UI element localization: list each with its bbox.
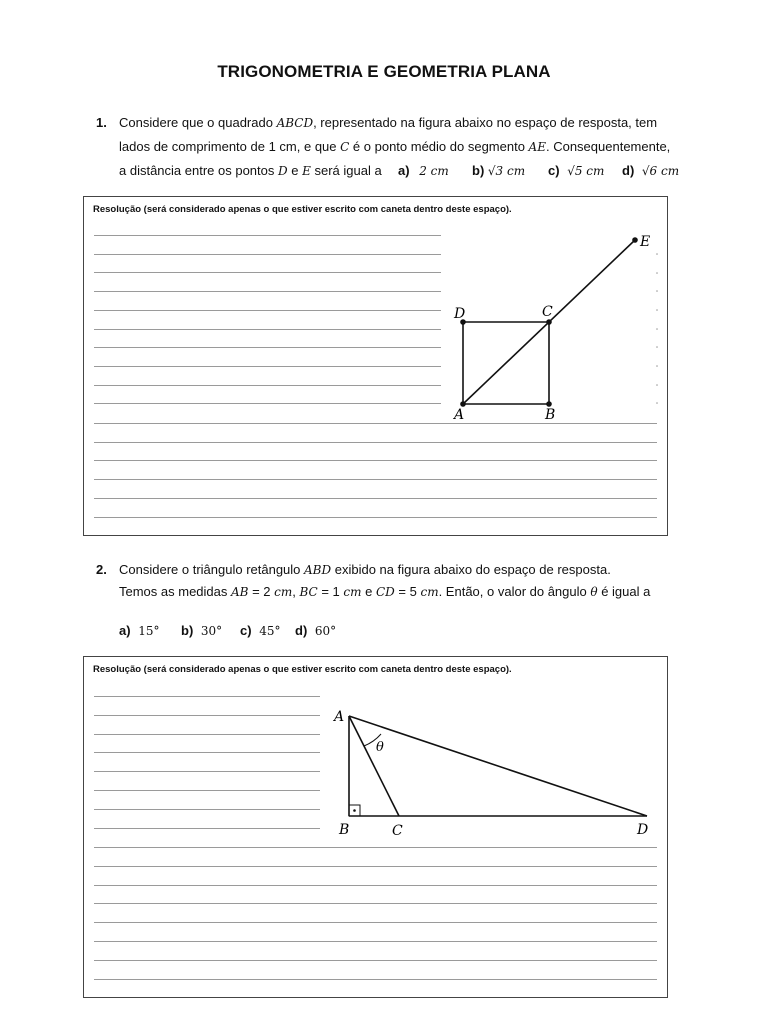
option-letter: c) bbox=[240, 623, 252, 638]
option-value: √3 cm bbox=[487, 164, 526, 178]
option-letter: c) bbox=[548, 163, 560, 178]
label-theta: θ bbox=[376, 740, 384, 755]
q2-figure bbox=[84, 657, 669, 999]
q2-text: = 2 bbox=[248, 584, 275, 599]
question-2-number: 2. bbox=[96, 562, 107, 577]
q2-option-d[interactable] bbox=[295, 623, 336, 638]
label-a: A bbox=[454, 407, 465, 423]
q2-math-theta: θ bbox=[590, 585, 598, 599]
q2-text: = 5 bbox=[394, 584, 421, 599]
q1-math-d: D bbox=[278, 164, 288, 178]
label-e: E bbox=[640, 234, 651, 250]
option-letter: b) bbox=[472, 163, 485, 178]
q1-option-b[interactable] bbox=[472, 163, 525, 178]
q2-text: e bbox=[361, 584, 376, 599]
question-1-line-2 bbox=[119, 139, 670, 154]
label-a: A bbox=[334, 709, 345, 725]
q2-option-a[interactable] bbox=[119, 623, 159, 638]
option-value: 2 cm bbox=[419, 164, 449, 178]
q1-option-c[interactable] bbox=[548, 163, 604, 178]
q1-math-c: C bbox=[340, 140, 350, 154]
q2-text: Considere o triângulo retângulo bbox=[119, 562, 305, 577]
label-b: B bbox=[545, 407, 556, 423]
q1-text: será igual a bbox=[310, 163, 382, 178]
point-c bbox=[546, 319, 552, 325]
q1-text: e bbox=[287, 163, 303, 178]
q1-text: a distância entre os pontos bbox=[119, 163, 278, 178]
q2-text: = 1 bbox=[317, 584, 344, 599]
q2-answer-box[interactable] bbox=[83, 656, 668, 998]
label-d: D bbox=[637, 822, 649, 838]
page-title: TRIGONOMETRIA E GEOMETRIA PLANA bbox=[217, 62, 551, 81]
q2-text: Temos as medidas bbox=[119, 584, 231, 599]
q2-unit: cm bbox=[274, 585, 293, 599]
q2-box-header: Resolução (será considerado apenas o que estiver escrito com caneta dentro deste espaço). bbox=[93, 664, 512, 675]
q2-math-abd: ABD bbox=[304, 563, 332, 577]
q2-unit: cm bbox=[420, 585, 439, 599]
q1-option-a[interactable] bbox=[398, 163, 449, 178]
option-letter: d) bbox=[622, 163, 635, 178]
option-value: 60° bbox=[314, 624, 337, 638]
option-letter: a) bbox=[398, 163, 410, 178]
q2-unit: cm bbox=[343, 585, 362, 599]
label-d: D bbox=[454, 306, 466, 322]
q1-text: . Consequentemente, bbox=[545, 139, 671, 154]
q1-option-d[interactable] bbox=[622, 163, 679, 178]
q1-math-ae: AE bbox=[528, 140, 546, 154]
option-value: 15° bbox=[138, 624, 160, 638]
margin-dots bbox=[656, 253, 658, 404]
option-letter: b) bbox=[181, 623, 194, 638]
q2-text: , bbox=[292, 584, 300, 599]
question-2-line-2 bbox=[119, 584, 650, 599]
question-1-line-3 bbox=[119, 163, 382, 178]
segment-ad bbox=[349, 716, 647, 816]
question-1-number: 1. bbox=[96, 115, 107, 130]
option-value: 45° bbox=[259, 624, 281, 638]
q1-figure bbox=[84, 197, 669, 537]
q2-text: é igual a bbox=[597, 584, 651, 599]
question-1-line-1 bbox=[119, 115, 657, 130]
option-letter: a) bbox=[119, 623, 131, 638]
q2-text: exibido na figura abaixo do espaço de resposta. bbox=[331, 562, 611, 577]
option-value: √5 cm bbox=[567, 164, 605, 178]
q2-math-bc: BC bbox=[299, 585, 318, 599]
q1-box-header: Resolução (será considerado apenas o que estiver escrito com caneta dentro deste espaço). bbox=[93, 204, 512, 215]
point-b bbox=[546, 401, 552, 407]
q2-math-cd: CD bbox=[375, 585, 395, 599]
question-2-line-1 bbox=[119, 562, 611, 577]
q2-option-c[interactable] bbox=[240, 623, 280, 638]
q1-text: Considere que o quadrado bbox=[119, 115, 277, 130]
label-b: B bbox=[339, 822, 350, 838]
right-angle-dot bbox=[353, 809, 356, 812]
q2-option-b[interactable] bbox=[181, 623, 222, 638]
option-letter: d) bbox=[295, 623, 308, 638]
q1-text: , representado na figura abaixo no espaço de resposta, tem bbox=[313, 115, 658, 130]
q1-text: lados de comprimento de 1 cm, e que bbox=[119, 139, 341, 154]
q1-answer-box[interactable] bbox=[83, 196, 668, 536]
option-value: 30° bbox=[200, 624, 223, 638]
q1-text: é o ponto médio do segmento bbox=[349, 139, 529, 154]
point-e bbox=[632, 237, 638, 243]
option-value: √6 cm bbox=[641, 164, 680, 178]
label-c: C bbox=[392, 823, 403, 839]
point-a bbox=[460, 401, 466, 407]
label-c: C bbox=[542, 304, 553, 320]
q2-math-ab: AB bbox=[231, 585, 249, 599]
q1-math-e: E bbox=[302, 164, 311, 178]
q2-text: . Então, o valor do ângulo bbox=[438, 584, 591, 599]
q1-math-abcd: ABCD bbox=[276, 116, 314, 130]
